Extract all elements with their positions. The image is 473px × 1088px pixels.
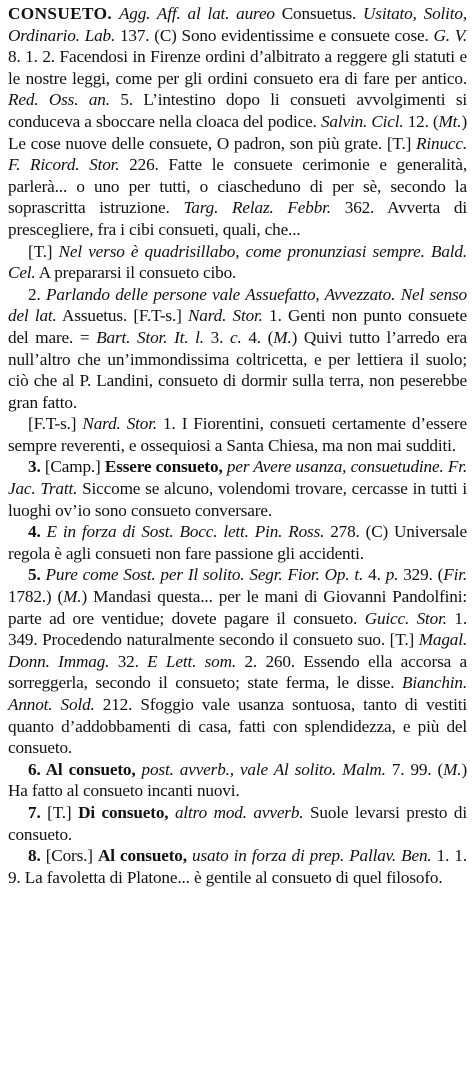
italic-text-run: Guicc. Stor.	[364, 608, 447, 628]
italic-text-run: Mt.	[438, 111, 462, 131]
italic-text-run: G. V.	[433, 25, 467, 45]
text-run: 5. L’intestino dopo li consueti avvolgimenti si conduceva a sboccare nella cloaca del podice.	[8, 90, 467, 131]
text-run: 32.	[109, 651, 148, 671]
italic-text-run: Red. Oss. an.	[8, 90, 110, 110]
italic-text-run: Parlando delle persone vale Assuefatto, Avvezzato. Nel senso del lat.	[8, 284, 467, 326]
text-run	[112, 4, 119, 23]
text-run: 1. Genti non punto consuete del mare. =	[8, 306, 467, 347]
entry-verse-note	[8, 241, 467, 284]
bold-sense-label: 7.	[28, 802, 41, 822]
italic-text-run: Rinucc. F. Ricord. Stor.	[8, 133, 467, 175]
italic-text-run: per Avere usanza, consuetudine. Fr. Jac. Tratt.	[8, 457, 468, 499]
text-run: 1. 1. 9. La favoletta di Platone... è gentile al consueto di quel filosofo.	[8, 846, 467, 887]
text-run: 1. I Fiorentini, consueti certamente d’essere sempre reverenti, e ossequiosi a Santa Chiesa, ma non mai sudditi.	[8, 414, 467, 455]
italic-text-run: Nard. Stor.	[82, 414, 157, 434]
text-run: [F.T-s.]	[28, 414, 83, 434]
text-run: Assuetus. [F.T-s.]	[56, 306, 188, 326]
italic-text-run: Usitato, Solito, Ordinario. Lab.	[8, 4, 467, 45]
sense-5-paragraph	[8, 564, 467, 758]
italic-text-run: M.	[443, 759, 462, 779]
bold-sense-label: 8.	[28, 846, 41, 866]
sense-7-paragraph	[8, 802, 467, 845]
italic-text-run: Targ. Relaz. Febbr.	[183, 198, 331, 218]
text-run: [Camp.]	[40, 457, 105, 477]
text-run: 12. (	[403, 111, 439, 131]
headword: CONSUETO.	[8, 4, 113, 23]
bold-sense-label: 4.	[28, 522, 41, 542]
italic-text-run: Agg. Aff. al lat. aureo	[118, 4, 275, 23]
italic-text-run: Nard. Stor.	[187, 306, 263, 326]
bold-sense-label: 6. Al consueto,	[28, 759, 136, 779]
bold-sense-label: Di consueto,	[78, 802, 169, 822]
text-run: 226. Fatte le consuete cerimonie e generalità, parlerà... o uno per tutti, o ciascheduno di per sè, secondo la soprascritta istruzione.	[8, 155, 467, 218]
sense-6-paragraph	[8, 759, 467, 802]
text-run: 4. (	[241, 327, 274, 347]
text-run: Suole levarsi presto di consueto.	[8, 802, 467, 844]
text-run: 1. 349. Procedendo naturalmente secondo il consueto suo. [T.]	[8, 608, 468, 650]
text-run: ) Le cose nuove delle consuete, O padron, son più grate. [T.]	[8, 111, 468, 153]
bold-sense-label: Essere consueto,	[104, 457, 223, 477]
text-run: 329. (	[398, 565, 444, 585]
italic-text-run: Salvin. Cicl.	[320, 111, 404, 131]
bold-sense-label: 5.	[28, 565, 41, 585]
text-run: 137. (C) Sono evidentissime e consuete cose.	[115, 25, 434, 45]
text-run: 3.	[203, 327, 230, 347]
text-run: Consuetus.	[274, 4, 364, 23]
text-run: 2. 260. Essendo ella accorsa a sorreggerla, secondo il consueto; state ferma, le disse.	[8, 651, 467, 693]
bold-sense-label: Al consueto,	[97, 846, 187, 866]
italic-text-run: Pure come Sost. per Il solito. Segr. Fior. Op. t.	[45, 565, 364, 585]
text-run: ) Quivi tutto l’arredo era null’altro che un’immondissima coltricetta, e per lettiera il suolo; ciò che al P. Landini, consueto di dormir sulla terra, non peserebbe gran fatto.	[8, 327, 467, 412]
italic-text-run: E Lett. som.	[147, 651, 237, 671]
italic-text-run: usato in forza di prep. Pallav. Ben.	[192, 846, 432, 866]
italic-text-run: c.	[229, 327, 242, 347]
sense-4-paragraph	[8, 521, 467, 564]
entry-definition-main	[8, 3, 467, 241]
italic-text-run: M.	[273, 327, 292, 347]
dictionary-entry-consueto	[8, 3, 467, 888]
italic-text-run: post. avverb., vale Al solito. Malm.	[141, 759, 386, 779]
italic-text-run: Bart. Stor. It. l.	[96, 327, 204, 347]
sense-3-paragraph	[8, 456, 467, 521]
italic-text-run: Magal. Donn. Immag.	[8, 630, 467, 671]
sense-2-paragraph	[8, 284, 467, 414]
italic-text-run: M.	[63, 587, 82, 607]
text-run: 1782.) (	[8, 587, 64, 607]
italic-text-run: E in forza di Sost. Bocc. lett. Pin. Ross.	[46, 522, 325, 542]
text-run: 8. 1. 2. Facendosi in Firenze ordini d’albitrato a reggere gli statuti e le nostre leggi, come per gli ordini consueto era di fare per antico.	[8, 47, 467, 88]
text-run: [T.]	[28, 241, 59, 261]
text-run: 4.	[363, 565, 386, 585]
sense-2-citation-paragraph	[8, 413, 467, 456]
italic-text-run: p.	[385, 565, 399, 585]
sense-8-paragraph	[8, 845, 467, 888]
text-run: 212. Sfoggio vale usanza sontuosa, tanto di vestiti quanto d’addobbamenti di casa, fatti con splendidezza, e più del consueto.	[8, 695, 467, 758]
text-run: [Cors.]	[40, 846, 98, 866]
bold-sense-label: 3.	[28, 457, 41, 477]
text-run: A prepararsi il consueto cibo.	[35, 263, 237, 283]
text-run: 278. (C) Universale regola è agli consueti non fare passione gli accidenti.	[8, 522, 467, 563]
text-run: ) Ha fatto al consueto incanti nuovi.	[8, 759, 468, 801]
italic-text-run: altro mod. avverb.	[174, 802, 304, 822]
text-run: 2.	[28, 284, 47, 304]
italic-text-run: Fir.	[443, 565, 467, 585]
italic-text-run: Bianchin. Annot. Sold.	[8, 673, 467, 714]
text-run: 7. 99. (	[385, 759, 444, 779]
text-run: Siccome se alcuno, volendomi trovare, cercasse in tutti i luoghi ov’io sono consueto conversare.	[8, 479, 467, 520]
text-run: ) Mandasi questa... per le mani di Giovanni Pandolfini: parte ad ore ventidue; dovete pagare il consueto.	[8, 587, 467, 628]
text-run: [T.]	[40, 802, 79, 822]
text-run: 362. Avverta di prescegliere, fra i cibi consueti, quali, che...	[8, 198, 467, 239]
italic-text-run: Nel verso è quadrisillabo, come pronunziasi sempre. Bald. Cel.	[8, 241, 468, 283]
